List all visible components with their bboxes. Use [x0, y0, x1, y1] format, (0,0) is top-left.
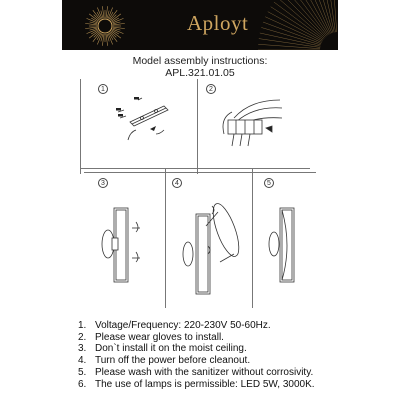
list-item	[78, 320, 378, 332]
bracket-mounting-diagram	[92, 84, 192, 164]
step-5-panel	[256, 176, 312, 306]
grid-divider	[80, 168, 310, 169]
step-number: 1	[98, 84, 108, 94]
step-number: 4	[172, 178, 182, 188]
page-title	[0, 55, 400, 79]
list-item	[78, 355, 378, 367]
title-line: Model assembly instructions:	[132, 55, 268, 67]
note-text: Voltage/Frequency: 220-230V 50-60Hz.	[95, 320, 271, 331]
step-number: 5	[264, 178, 274, 188]
list-item	[78, 343, 378, 355]
step-1-panel	[92, 84, 192, 164]
list-number: 4.	[78, 355, 87, 367]
shade-attach-diagram	[168, 176, 250, 306]
brand-header	[62, 0, 338, 50]
wire-connection-diagram	[204, 84, 304, 164]
note-text: The use of lamps is permissible: LED 5W, 3000K.	[95, 378, 315, 390]
step-number: 2	[206, 84, 216, 94]
grid-divider	[84, 172, 316, 173]
sunburst-ray	[268, 12, 322, 42]
specifications-list	[78, 320, 378, 390]
sunburst-ray	[315, 0, 332, 33]
step-3-panel	[92, 176, 162, 306]
list-item	[78, 332, 378, 344]
sunburst-ray	[290, 0, 327, 36]
step-number: 3	[98, 178, 108, 188]
note-text: Please wear gloves to install.	[95, 331, 224, 343]
note-text: Turn off the power before cleanout.	[95, 355, 251, 367]
sunburst-ray	[258, 44, 320, 48]
list-item	[78, 379, 378, 391]
brand-name: Aployt	[187, 11, 249, 35]
grid-divider	[197, 79, 198, 174]
sunburst-ray	[305, 0, 331, 34]
sunburst-ray	[281, 0, 325, 37]
sunburst-ray	[278, 0, 325, 38]
sunburst-ray	[265, 17, 321, 43]
note-text: Don`t install it on the moist ceiling.	[95, 343, 247, 355]
list-number: 5.	[78, 366, 87, 378]
assembled-lamp-diagram	[256, 176, 312, 306]
list-number: 3.	[78, 343, 87, 355]
grid-divider	[165, 168, 166, 308]
step-4-panel	[168, 176, 250, 306]
model-number: APL.321.01.05	[165, 67, 235, 79]
step-2-panel	[204, 84, 304, 164]
sunburst-ray	[260, 33, 321, 46]
grid-divider	[252, 168, 253, 308]
list-number: 6.	[78, 378, 87, 390]
list-item	[78, 367, 378, 379]
note-text: Please wash with the sanitizer without corrosivity.	[95, 366, 314, 378]
list-number: 1.	[78, 320, 87, 331]
list-number: 2.	[78, 331, 87, 343]
grid-divider	[80, 79, 81, 174]
lamp-install-diagram	[92, 176, 162, 306]
